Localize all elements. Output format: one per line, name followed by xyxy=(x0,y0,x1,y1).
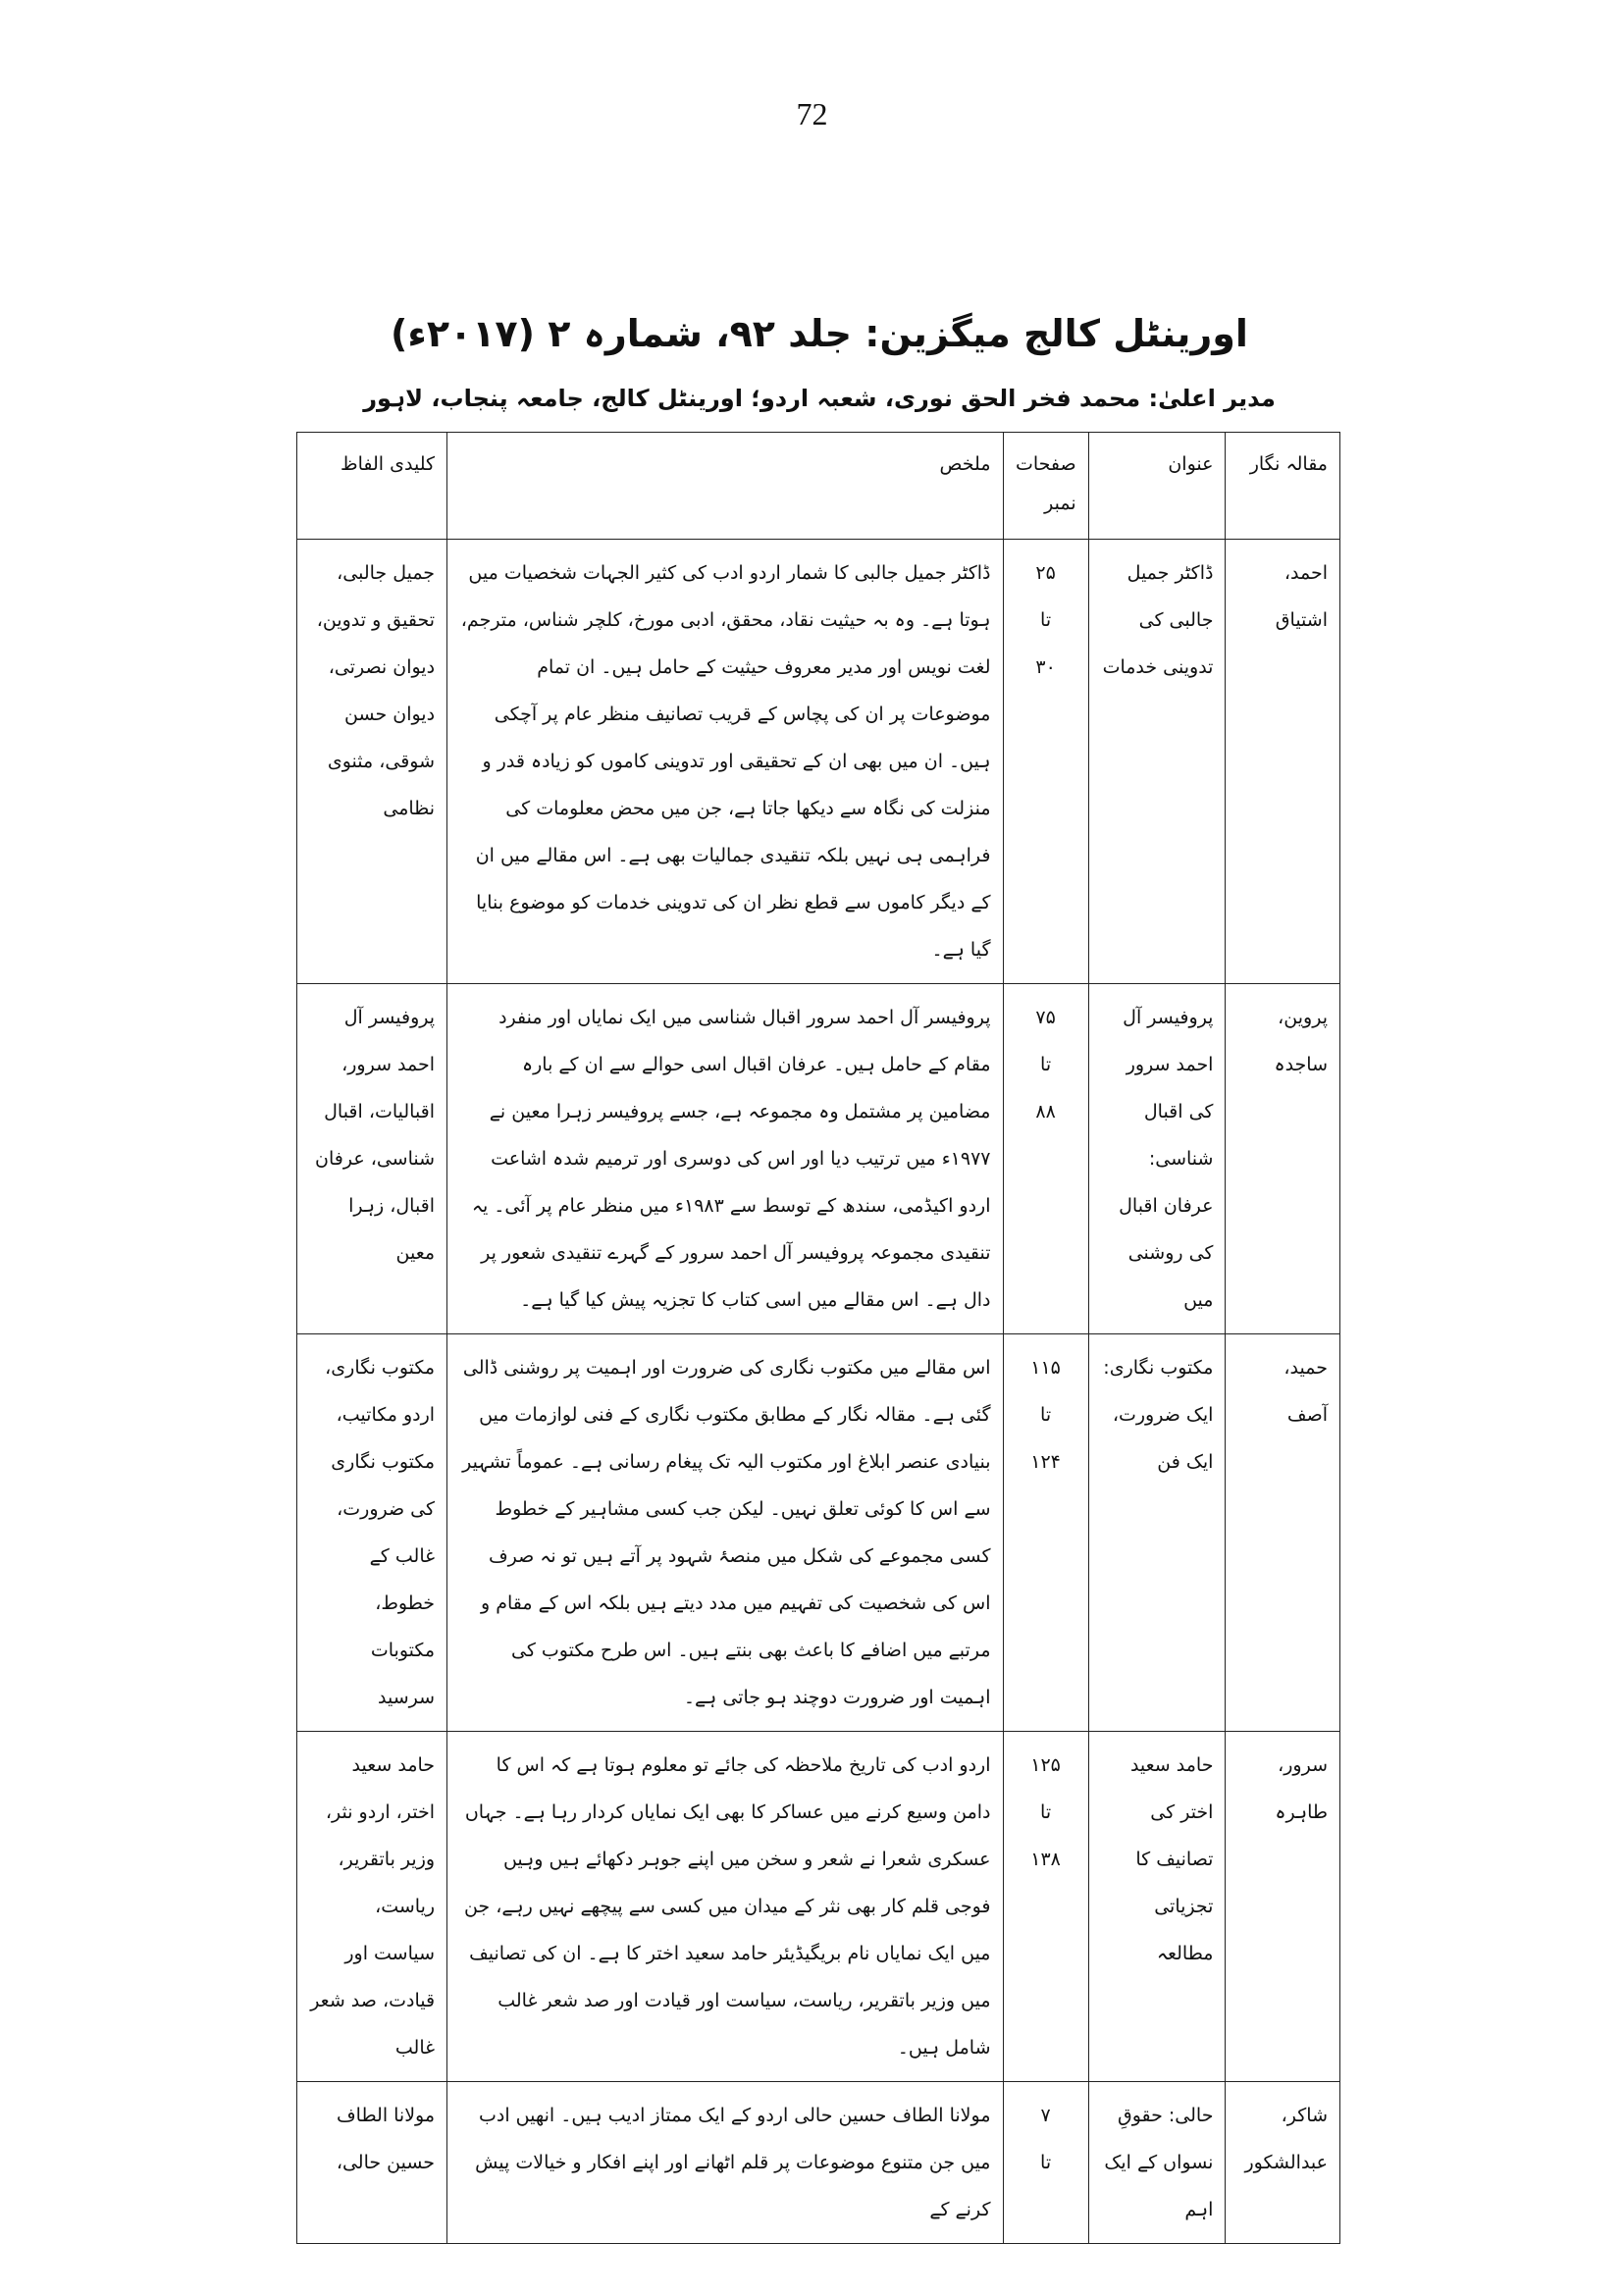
page-separator: تا xyxy=(1040,1801,1052,1823)
page-separator: تا xyxy=(1040,1054,1052,1075)
row-abstract: مولانا الطاف حسین حالی اردو کے ایک ممتاز ادیب ہیں۔ انھیں ادب میں جن متنوع موضوعات پر قلم اٹھانے اور اپنے افکار و خیالات پیش کرنے کے xyxy=(447,2082,1003,2244)
row-title: پروفیسر آل احمد سرور کی اقبال شناسی: عرفان اقبال کی روشنی میں xyxy=(1088,984,1226,1334)
header-author: مقالہ نگار xyxy=(1226,433,1340,540)
page-from: ۷۵ xyxy=(1035,1007,1056,1028)
row-pages xyxy=(1003,2082,1088,2244)
row-abstract: پروفیسر آل احمد سرور اقبال شناسی میں ایک نمایاں اور منفرد مقام کے حامل ہیں۔ عرفان اقبال اسی حوالے سے ان کے بارہ مضامین پر مشتمل وہ مجموعہ ہے، جسے پروفیسر زہرا معین نے ۱۹۷۷ء میں ترتیب دیا اور اس کی دوسری اور ترمیم شدہ اشاعت اردو اکیڈمی، سندھ کے توسط سے ۱۹۸۳ء میں منظر عام پر آئی۔ یہ تنقیدی مجموعہ پروفیسر آل احمد سرور کے گہرے تنقیدی شعور پر دال ہے۔ اس مقالے میں اسی کتاب کا تجزیہ پیش کیا گیا ہے۔ xyxy=(447,984,1003,1334)
page-number: 72 xyxy=(796,96,828,131)
row-pages xyxy=(1003,984,1088,1334)
header-pages: صفحات نمبر xyxy=(1003,433,1088,540)
row-author: پروین، ساجدہ xyxy=(1226,984,1340,1334)
page-from: ۱۲۵ xyxy=(1030,1754,1061,1776)
page-from: ۱۱۵ xyxy=(1030,1357,1061,1379)
page-to: ۱۳۸ xyxy=(1030,1849,1061,1870)
table-row xyxy=(297,1334,1340,1732)
row-abstract: اس مقالے میں مکتوب نگاری کی ضرورت اور اہمیت پر روشنی ڈالی گئی ہے۔ مقالہ نگار کے مطابق مکتوب نگاری کے فنی لوازمات میں بنیادی عنصر ابلاغ اور مکتوب الیہ تک پیغام رسانی ہے۔ عموماً تشہیر سے اس کا کوئی تعلق نہیں۔ لیکن جب کسی مشاہیر کے خطوط کسی مجموعے کی شکل میں منصۂ شہود پر آتے ہیں تو نہ صرف اس کی شخصیت کی تفہیم میں مدد دیتے ہیں بلکہ اس کے مقام و مرتبے میں اضافے کا باعث بھی بنتے ہیں۔ اس طرح مکتوب کی اہمیت اور ضرورت دوچند ہو جاتی ہے۔ xyxy=(447,1334,1003,1732)
row-keywords: مولانا الطاف حسین حالی، xyxy=(297,2082,447,2244)
page-from: ۷ xyxy=(1040,2105,1051,2126)
page-to: ۳۰ xyxy=(1035,656,1056,678)
editor-line: مدیر اعلیٰ: محمد فخر الحق نوری، شعبہ اردو؛ اورینٹل کالج، جامعہ پنجاب، لاہور xyxy=(363,385,1276,412)
articles-table xyxy=(296,432,1340,2244)
row-keywords: پروفیسر آل احمد سرور، اقبالیات، اقبال شناسی، عرفان اقبال، زہرا معین xyxy=(297,984,447,1334)
row-title: حالی: حقوقِ نسواں کے ایک اہم xyxy=(1088,2082,1226,2244)
row-abstract: ڈاکٹر جمیل جالبی کا شمار اردو ادب کی کثیر الجہات شخصیات میں ہوتا ہے۔ وہ بہ حیثیت نقاد، محقق، ادبی مورخ، کلچر شناس، مترجم، لغت نویس اور مدیر معروف حیثیت کے حامل ہیں۔ ان تمام موضوعات پر ان کی پچاس کے قریب تصانیف منظر عام پر آچکی ہیں۔ ان میں بھی ان کے تحقیقی اور تدوینی کاموں کو زیادہ قدر و منزلت کی نگاہ سے دیکھا جاتا ہے، جن میں محض معلومات کی فراہمی ہی نہیں بلکہ تنقیدی جمالیات بھی ہے۔ اس مقالے میں ان کے دیگر کاموں سے قطع نظر ان کی تدوینی خدمات کو موضوع بنایا گیا ہے۔ xyxy=(447,540,1003,984)
row-pages xyxy=(1003,1732,1088,2082)
page-separator: تا xyxy=(1040,609,1052,631)
table-row xyxy=(297,540,1340,984)
table-header-row xyxy=(297,433,1340,540)
journal-title: اورینٹل کالج میگزین: جلد ۹۲، شمارہ ۲ (۲۰۱۷ء) xyxy=(391,312,1248,355)
row-title: ڈاکٹر جمیل جالبی کی تدوینی خدمات xyxy=(1088,540,1226,984)
row-keywords: جمیل جالبی، تحقیق و تدوین، دیوان نصرتی، دیوان حسن شوقی، مثنوی نظامی xyxy=(297,540,447,984)
row-author: شاکر، عبدالشکور xyxy=(1226,2082,1340,2244)
row-pages xyxy=(1003,1334,1088,1732)
row-author: سرور، طاہرہ xyxy=(1226,1732,1340,2082)
header-abstract: ملخص xyxy=(447,433,1003,540)
row-author: احمد، اشتیاق xyxy=(1226,540,1340,984)
row-author: حمید، آصف xyxy=(1226,1334,1340,1732)
row-pages xyxy=(1003,540,1088,984)
header-keywords: کلیدی الفاظ xyxy=(297,433,447,540)
page-separator: تا xyxy=(1040,2152,1052,2173)
row-title: حامد سعید اختر کی تصانیف کا تجزیاتی مطالعہ xyxy=(1088,1732,1226,2082)
table-row xyxy=(297,984,1340,1334)
row-abstract: اردو ادب کی تاریخ ملاحظہ کی جائے تو معلوم ہوتا ہے کہ اس کا دامن وسیع کرنے میں عساکر کا بھی ایک نمایاں کردار رہا ہے۔ جہاں عسکری شعرا نے شعر و سخن میں اپنے جوہر دکھائے ہیں وہیں فوجی قلم کار بھی نثر کے میدان میں کسی سے پیچھے نہیں رہے، جن میں ایک نمایاں نام بریگیڈیئر حامد سعید اختر کا ہے۔ ان کی تصانیف میں وزیر باتقریر، ریاست، سیاست اور قیادت اور صد شعر غالب شامل ہیں۔ xyxy=(447,1732,1003,2082)
page-from: ۲۵ xyxy=(1035,562,1056,584)
row-title: مکتوب نگاری: ایک ضرورت، ایک فن xyxy=(1088,1334,1226,1732)
row-keywords: مکتوب نگاری، اردو مکاتیب، مکتوب نگاری کی ضرورت، غالب کے خطوط، مکتوبات سرسید xyxy=(297,1334,447,1732)
page-separator: تا xyxy=(1040,1404,1052,1426)
page-to: ۸۸ xyxy=(1035,1101,1056,1122)
page-to: ۱۲۴ xyxy=(1030,1451,1061,1473)
table-row xyxy=(297,1732,1340,2082)
row-keywords: حامد سعید اختر، اردو نثر، وزیر باتقریر، ریاست، سیاست اور قیادت، صد شعر غالب xyxy=(297,1732,447,2082)
table-row xyxy=(297,2082,1340,2244)
header-title: عنوان xyxy=(1088,433,1226,540)
